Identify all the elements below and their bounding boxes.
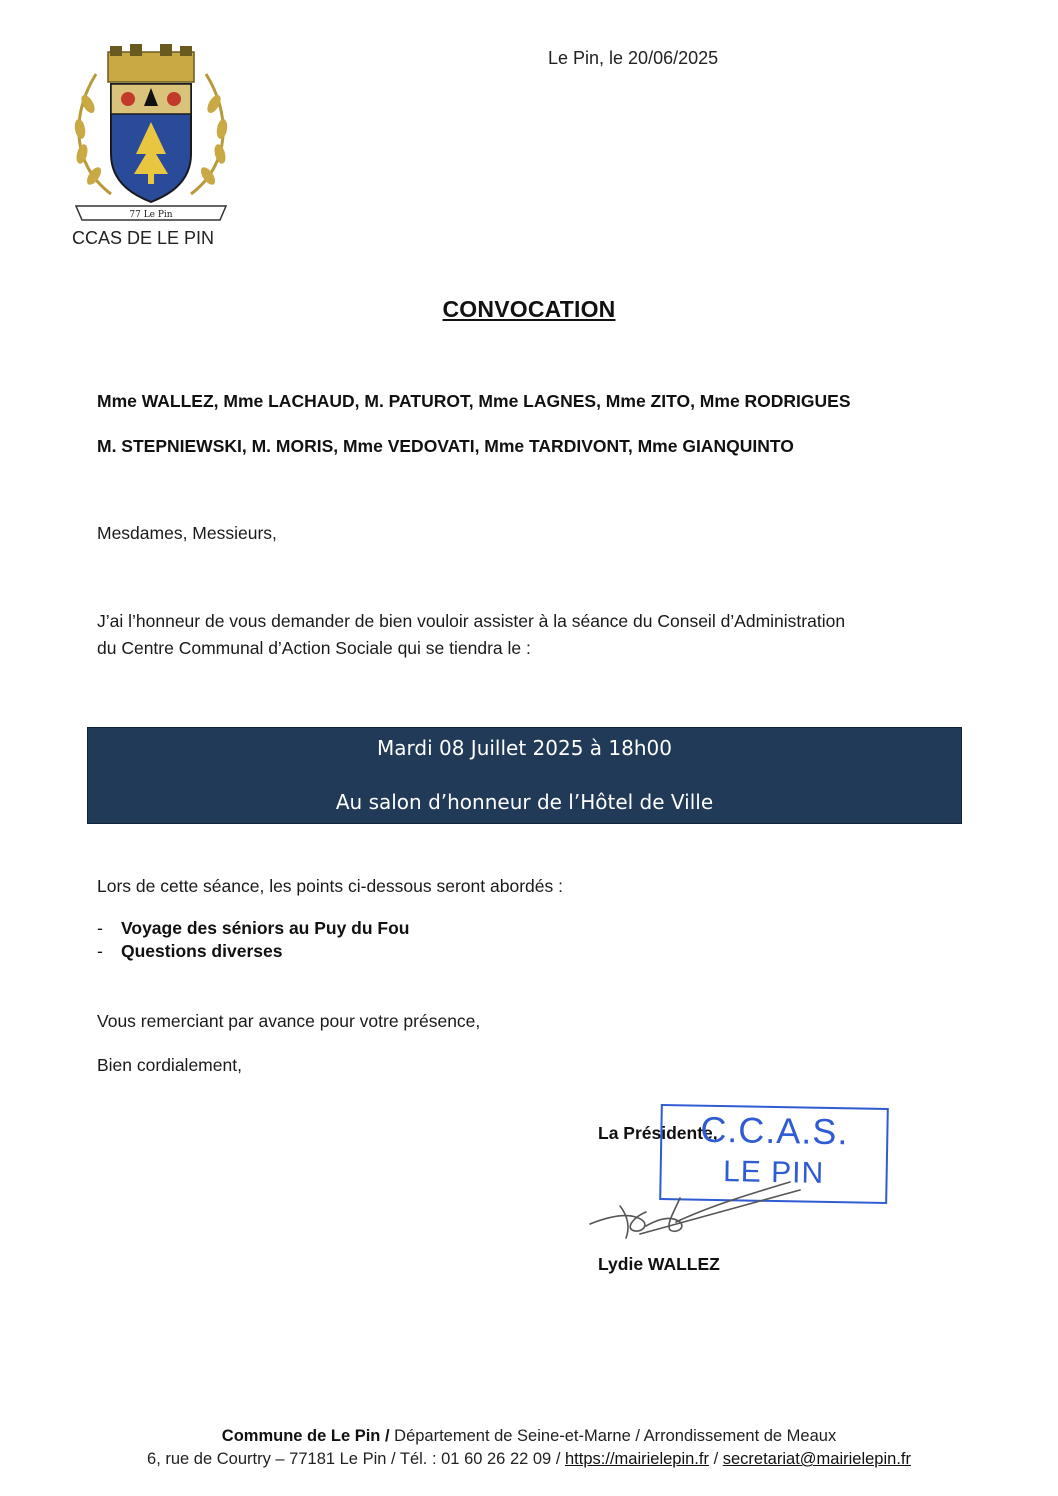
intro-line-1: J’ai l’honneur de vous demander de bien vouloir assister à la séance du Conseil d’Administration — [97, 611, 846, 631]
meeting-banner — [87, 727, 962, 824]
website-link[interactable]: https://mairielepin.fr — [565, 1450, 709, 1468]
agenda-list — [97, 918, 410, 964]
organization-name: CCAS DE LE PIN — [72, 228, 215, 248]
bullet-dash: - — [97, 918, 103, 938]
signatory-name: Lydie WALLEZ — [598, 1254, 720, 1274]
agenda-item — [97, 941, 410, 964]
salutation: Mesdames, Messieurs, — [97, 523, 277, 543]
footer-address: 6, rue de Courtry – 77181 Le Pin / Tél. : 01 60 26 22 09 / — [147, 1450, 565, 1468]
recipients-line-2: M. STEPNIEWSKI, M. MORIS, Mme VEDOVATI, Mme TARDIVONT, Mme GIANQUINTO — [97, 436, 794, 456]
footer-line-2 — [0, 1450, 1058, 1469]
meeting-location: Au salon d’honneur de l’Hôtel de Ville — [335, 790, 714, 814]
coat-of-arms-logo — [66, 44, 236, 224]
agenda-intro: Lors de cette séance, les points ci-dessous seront abordés : — [97, 876, 563, 896]
place-date: Le Pin, le 20/06/2025 — [548, 48, 719, 68]
svg-text:77 Le Pin: 77 Le Pin — [129, 210, 173, 220]
footer-commune: Commune de Le Pin / — [221, 1427, 390, 1445]
email-link[interactable]: secretariat@mairielepin.fr — [722, 1450, 911, 1468]
meeting-datetime: Mardi 08 Juillet 2025 à 18h00 — [377, 736, 672, 760]
recipients-line-1: Mme WALLEZ, Mme LACHAUD, M. PATUROT, Mme LAGNES, Mme ZITO, Mme RODRIGUES — [97, 391, 851, 411]
footer-line-1 — [0, 1427, 1058, 1446]
bullet-dash: - — [97, 941, 103, 961]
stamp-line-2: LE PIN — [722, 1155, 825, 1190]
agenda-item-text: Voyage des séniors au Puy du Fou — [121, 918, 410, 938]
stamp-line-1: C.C.A.S. — [700, 1108, 849, 1153]
agenda-item — [97, 918, 410, 941]
thanks-line: Vous remerciant par avance pour votre présence, — [97, 1011, 481, 1031]
signatory-role: La Présidente, — [598, 1123, 718, 1143]
closing-line: Bien cordialement, — [97, 1055, 242, 1075]
document-title: CONVOCATION — [442, 296, 616, 322]
handwritten-signature — [580, 1176, 820, 1246]
footer-region: Département de Seine-et-Marne / Arrondissement de Meaux — [389, 1427, 837, 1445]
footer-separator: / — [708, 1450, 723, 1468]
agenda-item-text: Questions diverses — [121, 941, 283, 961]
intro-line-2: du Centre Communal d’Action Sociale qui se tiendra le : — [97, 638, 531, 658]
